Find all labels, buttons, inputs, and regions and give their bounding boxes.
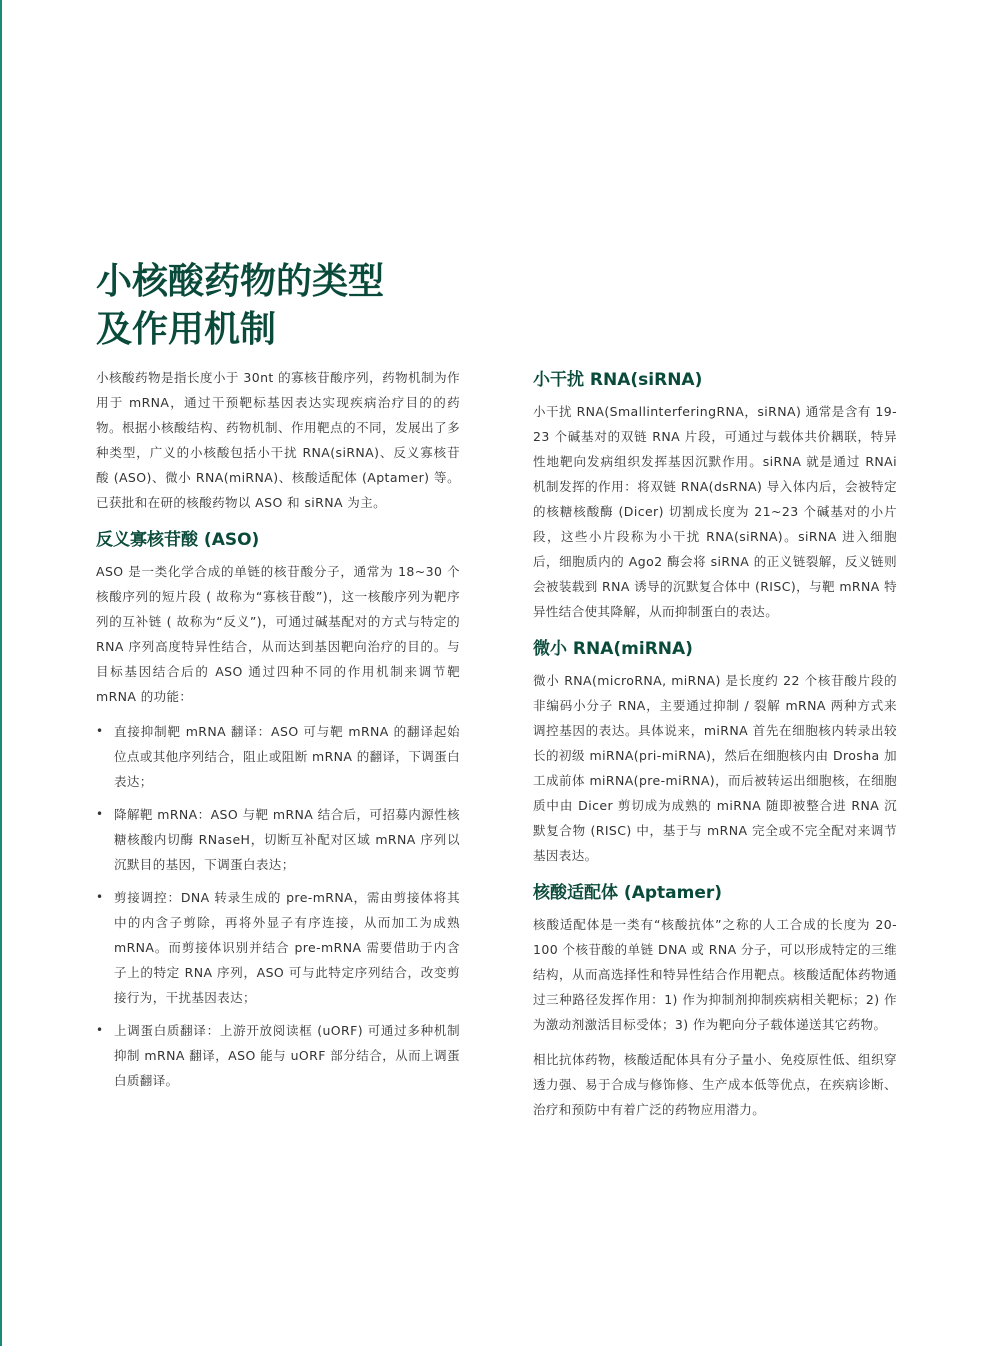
list-item-text: 降解靶 mRNA：ASO 与靶 mRNA 结合后，可招募内源性核糖核酸内切酶 RNaseH，切断互补配对区域 mRNA 序列以沉默目的基因，下调蛋白表达；: [114, 807, 460, 872]
list-item-text: 直接抑制靶 mRNA 翻译：ASO 可与靶 mRNA 的翻译起始位点或其他序列结合，阻止或阻断 mRNA 的翻译，下调蛋白表达；: [114, 724, 460, 789]
left-column: [96, 365, 460, 1101]
list-item: [96, 1018, 460, 1093]
aso-mechanism-list: [96, 719, 460, 1093]
aptamer-heading: 核酸适配体 (Aptamer): [533, 883, 723, 903]
aso-paragraph: ASO 是一类化学合成的单链的核苷酸分子，通常为 18~30 个核酸序列的短片段 ( 故称为“寡核苷酸”)，这一核酸序列为靶序列的互补链 ( 故称为“反义”)，可通过碱基配对的方式与特定的 RNA 序列高度特异性结合，从而达到基因靶向治疗的目的。与目标基因结合后的 ASO 通过四种不同的作用机制来调节靶 mRNA 的功能：: [96, 564, 460, 704]
page-title: [96, 258, 384, 354]
paragraph-gap: [533, 1037, 897, 1047]
aptamer-paragraph: 核酸适配体是一类有“核酸抗体”之称的人工合成的长度为 20-100 个核苷酸的单链 DNA 或 RNA 分子，可以形成特定的三维结构，从而高选择性和特异性结合作用靶点。核酸适配体药物通过三种路径发挥作用：1) 作为抑制剂抑制疾病相关靶标；2) 作为激动剂激活目标受体；3) 作为靶向分子载体递送其它药物。: [533, 917, 897, 1032]
bullet-icon: •: [96, 807, 104, 821]
bullet-icon: •: [96, 890, 104, 904]
list-item: [96, 802, 460, 877]
list-item: [96, 719, 460, 794]
page-title-line-1: 小核酸药物的类型: [96, 261, 385, 302]
intro-paragraph: 小核酸药物是指长度小于 30nt 的寡核苷酸序列，药物机制为作用于 mRNA，通过干预靶标基因表达实现疾病治疗目的的药物。根据小核酸结构、药物机制、作用靶点的不同，发展出了多种类型，广义的小核酸包括小干扰 RNA(siRNA)、反义寡核苷酸 (ASO)、微小 RNA(miRNA)、核酸适配体 (Aptamer) 等。已获批和在研的核酸药物以 ASO 和 siRNA 为主。: [96, 370, 460, 510]
sirna-heading: 小干扰 RNA(siRNA): [533, 370, 703, 390]
aptamer-advantages-paragraph: 相比抗体药物，核酸适配体具有分子量小、免疫原性低、组织穿透力强、易于合成与修饰修、生产成本低等优点，在疾病诊断、治疗和预防中有着广泛的药物应用潜力。: [533, 1052, 897, 1117]
page-edge-line: [0, 0, 2, 1346]
page-title-line-2: 及作用机制: [96, 309, 277, 350]
list-item-text: 上调蛋白质翻译：上游开放阅读框 (uORF) 可通过多种机制抑制 mRNA 翻译，ASO 能与 uORF 部分结合，从而上调蛋白质翻译。: [114, 1023, 460, 1088]
sirna-paragraph: 小干扰 RNA(SmallinterferingRNA，siRNA) 通常是含有 19-23 个碱基对的双链 RNA 片段，可通过与载体共价耦联，特异性地靶向发病组织发挥基因沉默作用。siRNA 就是通过 RNAi 机制发挥的作用：将双链 RNA(dsRNA) 导入体内后，会被特定的核糖核酸酶 (Dicer) 切割成长度为 21~23 个碱基对的小片段，这些小片段称为小干扰 RNA(siRNA)。siRNA 进入细胞后，细胞质内的 Ago2 酶会将 siRNA 的正义链裂解，反义链则会被装载到 RNA 诱导的沉默复合体中 (RISC)，与靶 mRNA 特异性结合使其降解，从而抑制蛋白的表达。: [533, 404, 897, 619]
list-item: [96, 885, 460, 1010]
mirna-paragraph: 微小 RNA(microRNA, miRNA) 是长度约 22 个核苷酸片段的非编码小分子 RNA，主要通过抑制 / 裂解 mRNA 两种方式来调控基因的表达。具体说来，miRNA 首先在细胞核内转录出较长的初级 miRNA(pri-miRNA)，然后在细胞核内由 Drosha 加工成前体 miRNA(pre-miRNA)，而后被转运出细胞核，在细胞质中由 Dicer 剪切成为成熟的 miRNA 随即被整合进 RNA 沉默复合物 (RISC) 中，基于与 mRNA 完全或不完全配对来调节基因表达。: [533, 673, 897, 863]
aso-heading: 反义寡核苷酸 (ASO): [96, 530, 260, 550]
bullet-icon: •: [96, 724, 104, 738]
list-item-text: 剪接调控：DNA 转录生成的 pre-mRNA，需由剪接体将其中的内含子剪除，再将外显子有序连接，从而加工为成熟 mRNA。而剪接体识别并结合 pre-mRNA 需要借助于内含子上的特定 RNA 序列，ASO 可与此特定序列结合，改变剪接行为，干扰基因表达；: [114, 890, 460, 1005]
mirna-heading: 微小 RNA(miRNA): [533, 639, 693, 659]
right-column: [533, 365, 897, 1122]
bullet-icon: •: [96, 1023, 104, 1037]
